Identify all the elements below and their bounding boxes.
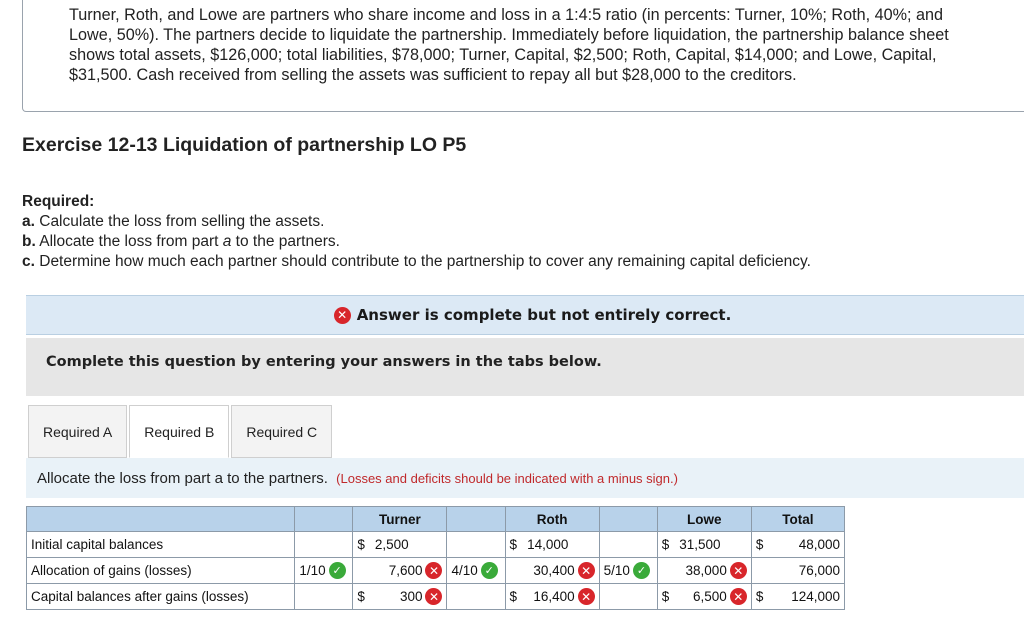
x-circle-icon: ✕: [578, 562, 595, 579]
check-circle-icon: ✓: [633, 562, 650, 579]
dollar-sign: $: [357, 589, 365, 604]
x-circle-icon: ✕: [578, 588, 595, 605]
lowe-ratio: 5/10: [603, 563, 630, 578]
turner-ratio-cell[interactable]: [295, 584, 353, 610]
x-circle-icon: ✕: [334, 307, 351, 324]
turner-ratio: 1/10: [299, 563, 326, 578]
x-circle-icon: ✕: [730, 562, 747, 579]
exercise-title: Exercise 12-13 Liquidation of partnership LO P5: [22, 134, 467, 156]
answer-status-banner: [26, 295, 1024, 335]
turner-amount-cell[interactable]: [353, 532, 447, 558]
x-circle-icon: ✕: [730, 588, 747, 605]
turner-amount: 7,600: [388, 563, 423, 578]
roth-ratio-cell[interactable]: [447, 584, 505, 610]
header-blank: [295, 507, 353, 532]
lowe-ratio-cell[interactable]: [599, 584, 657, 610]
lowe-amount: 38,000: [685, 563, 727, 578]
lowe-amount: 6,500: [693, 589, 727, 604]
header-blank: [599, 507, 657, 532]
turner-amount: 2,500: [374, 537, 409, 552]
dollar-sign: $: [755, 537, 764, 552]
tab-required-a[interactable]: Required A: [28, 405, 127, 458]
turner-ratio-cell[interactable]: [295, 532, 353, 558]
tab-required-b[interactable]: Required B: [129, 405, 229, 458]
dollar-sign: $: [509, 537, 518, 552]
table-row: [27, 558, 845, 584]
required-section: [22, 192, 811, 272]
header-lowe: Lowe: [657, 507, 751, 532]
lowe-ratio-cell[interactable]: [599, 558, 657, 584]
header-total: Total: [751, 507, 844, 532]
lowe-amount: 31,500: [679, 537, 721, 552]
roth-ratio: 4/10: [451, 563, 478, 578]
turner-ratio-cell[interactable]: [295, 558, 353, 584]
required-item-c: [22, 252, 811, 272]
total-amount-cell[interactable]: [751, 532, 844, 558]
lowe-amount-cell[interactable]: [657, 558, 751, 584]
required-item-letter: b.: [22, 233, 36, 250]
lowe-amount-cell[interactable]: [657, 584, 751, 610]
tab-required-c[interactable]: Required C: [231, 405, 332, 458]
dollar-sign: $: [661, 537, 670, 552]
row-label: Capital balances after gains (losses): [27, 584, 295, 610]
header-blank: [27, 507, 295, 532]
check-circle-icon: ✓: [329, 562, 346, 579]
roth-ratio-cell[interactable]: [447, 558, 505, 584]
roth-amount: 14,000: [527, 537, 569, 552]
required-heading: Required:: [22, 193, 95, 210]
required-item-letter: c.: [22, 253, 35, 270]
allocate-prompt: [37, 470, 678, 487]
required-item-text: Allocate the loss from part: [35, 233, 223, 250]
required-item-italic: a: [222, 233, 232, 250]
required-item-text: Calculate the loss from selling the assets.: [34, 213, 325, 230]
header-blank: [447, 507, 505, 532]
total-amount-cell[interactable]: [751, 584, 844, 610]
x-circle-icon: ✕: [425, 588, 442, 605]
required-item-b: [22, 232, 811, 252]
total-amount: 48,000: [798, 537, 840, 552]
row-label: Initial capital balances: [27, 532, 295, 558]
required-item-rest: to the partners.: [231, 233, 340, 250]
answer-status-text: Answer is complete but not entirely correct.: [356, 306, 732, 324]
dollar-sign: $: [357, 537, 365, 552]
total-amount: 124,000: [791, 589, 840, 604]
total-amount: 76,000: [798, 563, 840, 578]
total-amount-cell[interactable]: [751, 558, 844, 584]
answer-tabs: [28, 405, 334, 458]
roth-ratio-cell[interactable]: [447, 532, 505, 558]
table-row: [27, 584, 845, 610]
dollar-sign: $: [755, 589, 764, 604]
roth-amount-cell[interactable]: [505, 584, 599, 610]
roth-amount-cell[interactable]: [505, 558, 599, 584]
roth-amount: 30,400: [533, 563, 575, 578]
row-label: Allocation of gains (losses): [27, 558, 295, 584]
lowe-ratio-cell[interactable]: [599, 532, 657, 558]
header-turner: Turner: [353, 507, 447, 532]
allocate-hint: (Losses and deficits should be indicated with a minus sign.): [336, 471, 678, 486]
instruction-panel: [26, 338, 1024, 396]
problem-statement-text: Turner, Roth, and Lowe are partners who share income and loss in a 1:4:5 ratio (in percents: Turner, 10%; Roth, 40%; and Lowe, 50%). The partners decide to liquidate the partnership. Immediately before liquidation, the partnership balance sheet shows total assets, $126,000; total liabilities, $78,000; Turner, Capital, $2,500; Roth, Capital, $14,000; and Lowe, Capital, $31,500. Cash received from selling the assets was sufficient to repay all but $28,000 to the creditors.: [69, 6, 949, 84]
required-item-text: Determine how much each partner should contribute to the partnership to cover any remaining capital deficiency.: [34, 253, 811, 270]
tab-content-header: [26, 458, 1024, 498]
allocate-prompt-text: Allocate the loss from part a to the partners.: [37, 470, 328, 487]
header-roth: Roth: [505, 507, 599, 532]
instruction-text: Complete this question by entering your answers in the tabs below.: [46, 354, 602, 370]
table-row: [27, 532, 845, 558]
roth-amount-cell[interactable]: [505, 532, 599, 558]
allocation-table: [26, 506, 845, 610]
required-item-letter: a.: [22, 213, 35, 230]
turner-amount-cell[interactable]: [353, 558, 447, 584]
table-header-row: [27, 507, 845, 532]
required-item-a: [22, 212, 811, 232]
dollar-sign: $: [509, 589, 518, 604]
x-circle-icon: ✕: [425, 562, 442, 579]
turner-amount: 300: [399, 589, 423, 604]
check-circle-icon: ✓: [481, 562, 498, 579]
lowe-amount-cell[interactable]: [657, 532, 751, 558]
dollar-sign: $: [661, 589, 670, 604]
turner-amount-cell[interactable]: [353, 584, 447, 610]
roth-amount: 16,400: [533, 589, 575, 604]
